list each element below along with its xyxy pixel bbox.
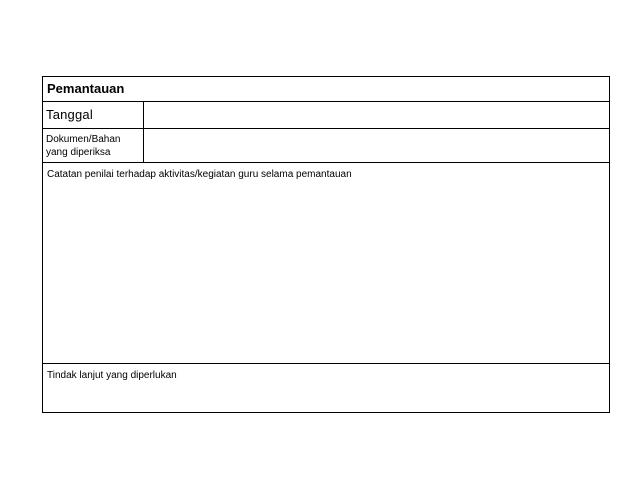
documents-field[interactable]	[144, 129, 609, 162]
documents-row	[43, 129, 609, 163]
followup-field[interactable]	[43, 364, 609, 412]
form-title: Pemantauan	[43, 77, 609, 102]
documents-label	[43, 129, 144, 162]
documents-label-line2: yang diperiksa	[46, 147, 111, 158]
monitoring-form	[42, 76, 610, 413]
documents-label-line1: Dokumen/Bahan	[46, 134, 121, 145]
date-row	[43, 102, 609, 129]
notes-field[interactable]	[43, 163, 609, 364]
followup-label: Tindak lanjut yang diperlukan	[47, 370, 177, 381]
date-field[interactable]	[144, 102, 609, 128]
notes-label: Catatan penilai terhadap aktivitas/kegiatan guru selama pemantauan	[47, 169, 352, 180]
date-label: Tanggal	[43, 102, 144, 128]
